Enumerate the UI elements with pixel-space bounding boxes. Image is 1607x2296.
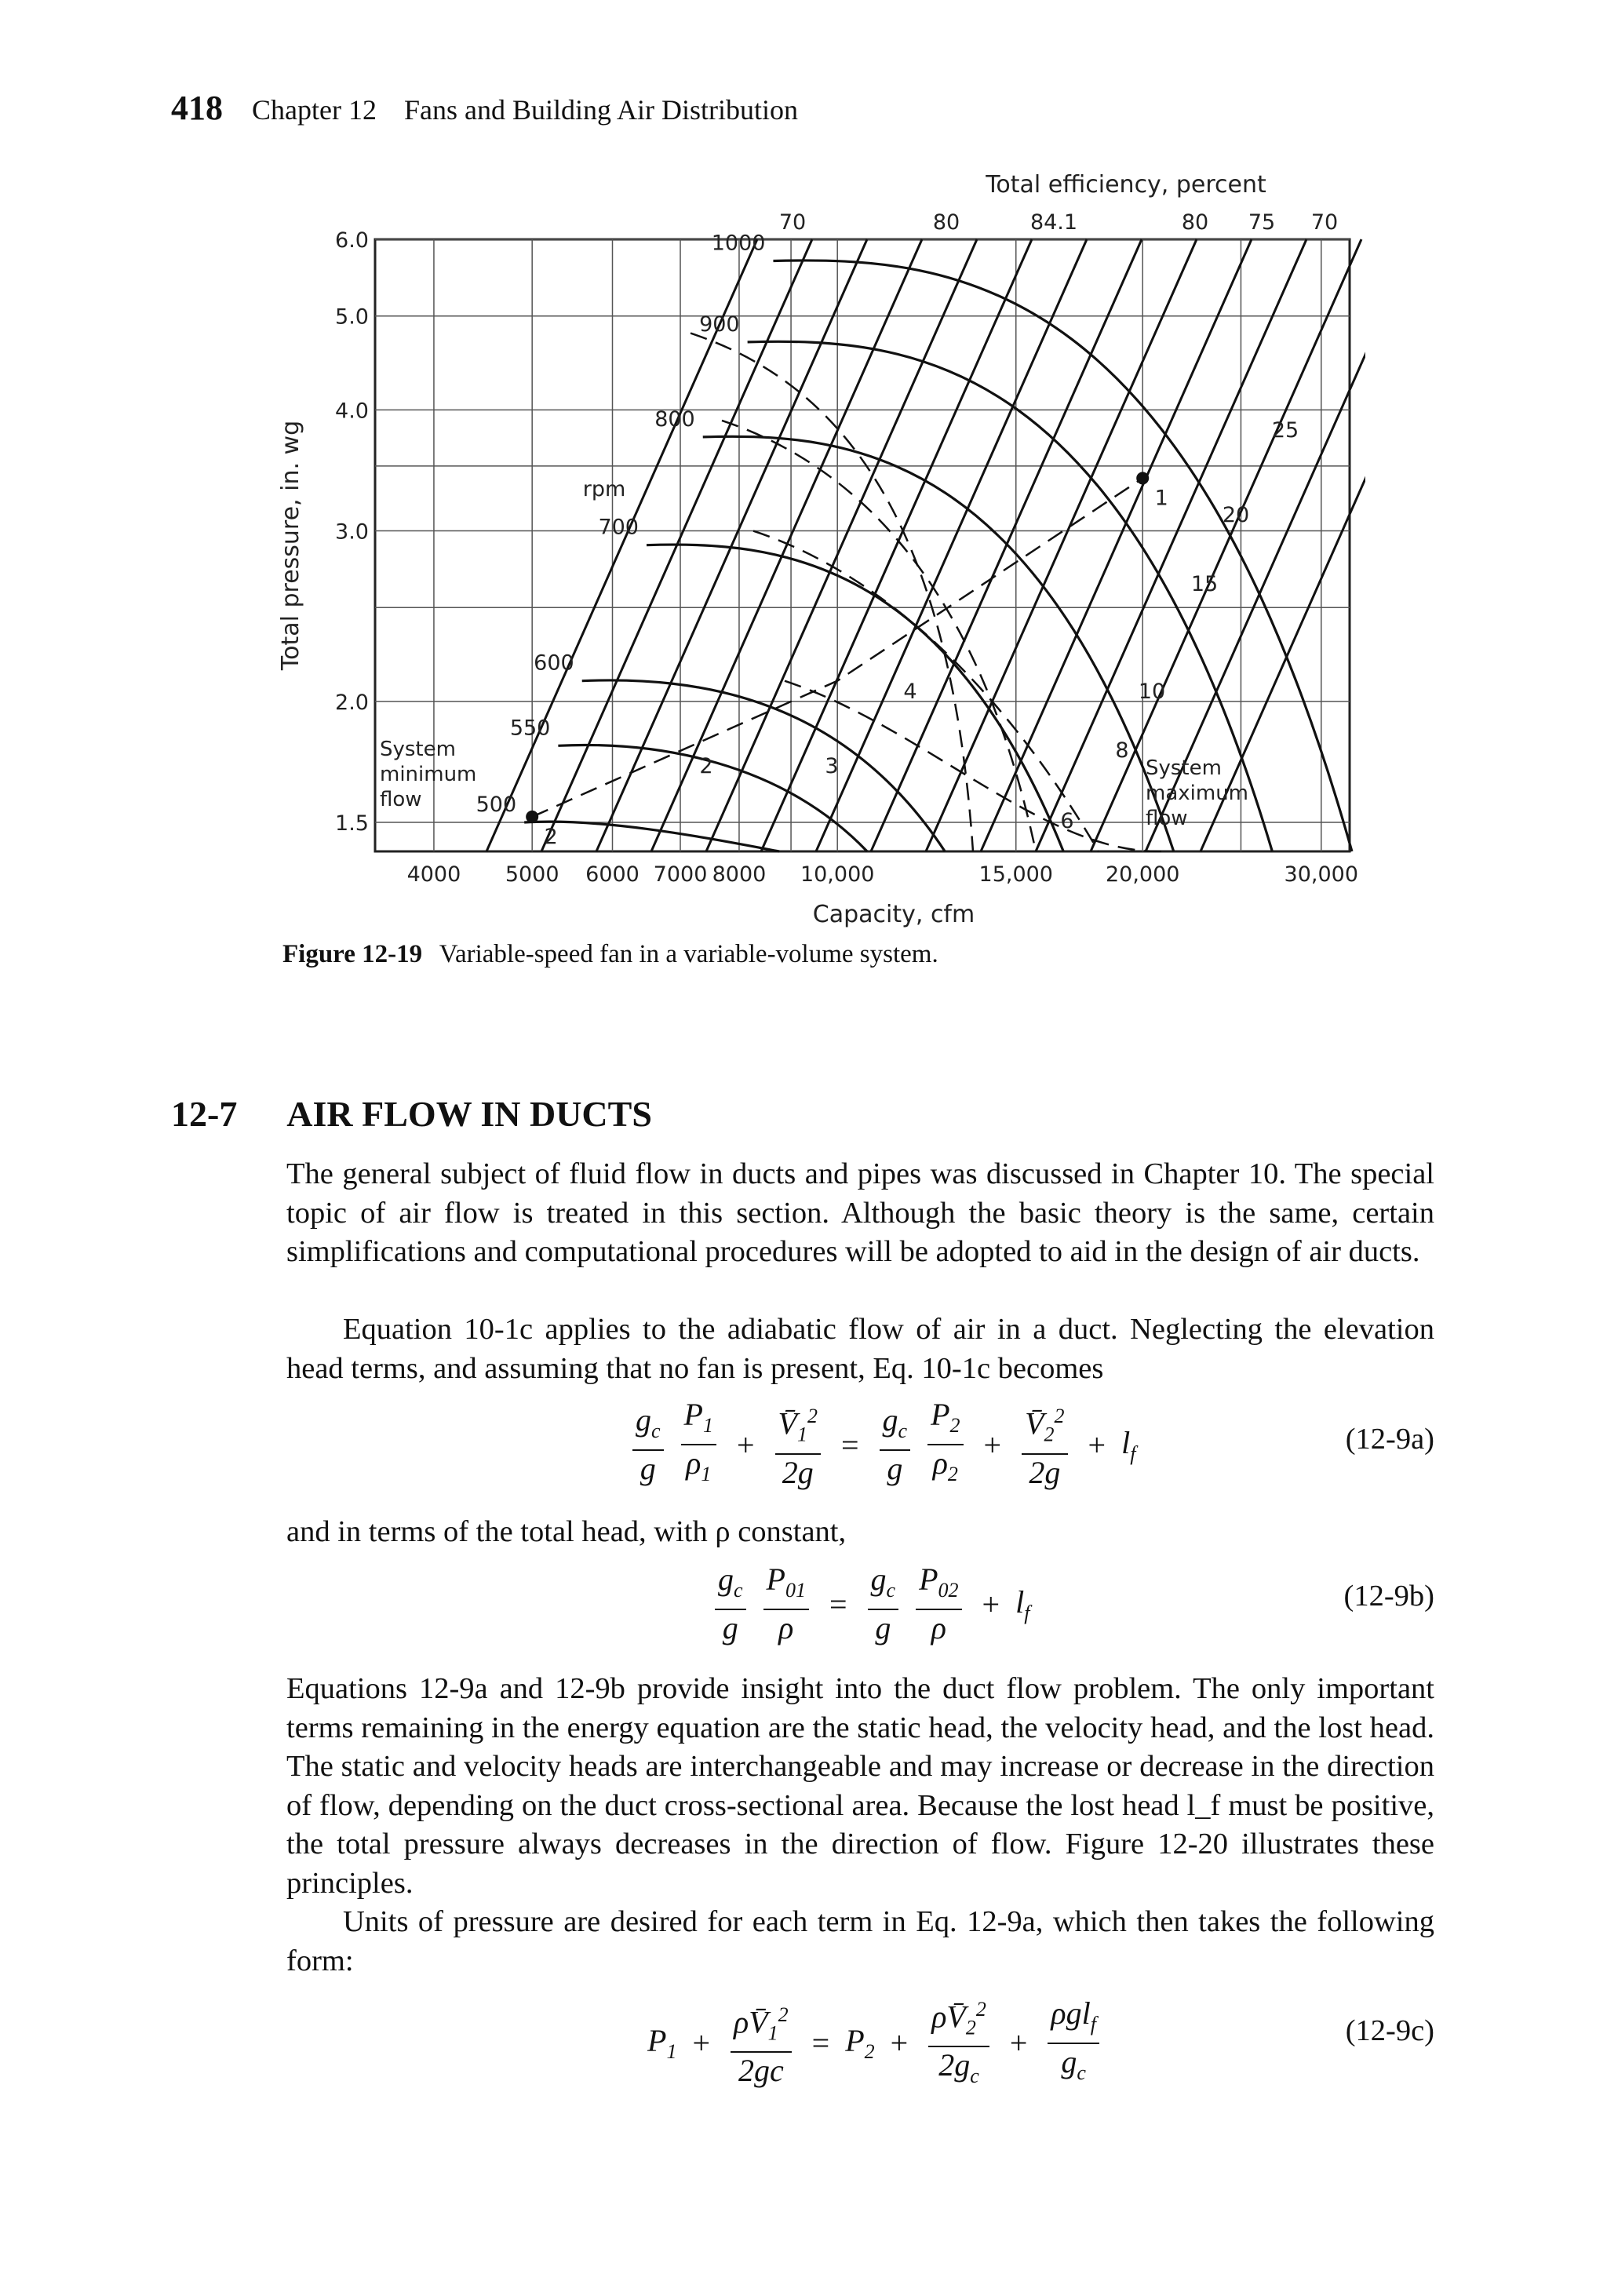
x-axis-label: Capacity, cfm	[812, 901, 975, 928]
section-number: 12-7	[171, 1094, 238, 1134]
efficiency-label: 80	[932, 210, 960, 235]
hp-label: 2	[699, 754, 713, 778]
annotation-min-flow: flow	[380, 788, 422, 811]
figure-label: Figure 12-19	[282, 940, 423, 968]
x-tick-label: 5000	[505, 862, 559, 887]
hp-label: 10	[1138, 680, 1166, 704]
operating-point-label: 1	[1154, 486, 1168, 511]
efficiency-label: 84.1	[1029, 210, 1078, 235]
power-diagonal-line	[816, 239, 1087, 851]
hp-label: 8	[1115, 738, 1129, 763]
hp-label: 4	[903, 680, 917, 704]
equation-number-a: (12-9a)	[1345, 1423, 1434, 1456]
section-heading	[171, 1093, 652, 1135]
y-tick-label: 4.0	[335, 399, 369, 424]
annotation-max-flow: flow	[1146, 807, 1188, 830]
hp-label: 15	[1190, 572, 1219, 596]
power-diagonal-line	[706, 239, 977, 851]
fan-performance-chart	[267, 161, 1365, 934]
operating-point	[526, 811, 538, 823]
operating-point-label: 2	[544, 824, 558, 849]
figure-caption	[282, 940, 938, 969]
top-axis-label: Total efficiency, percent	[986, 171, 1266, 199]
rpm-label: 1000	[711, 231, 766, 256]
section-title: AIR FLOW IN DUCTS	[286, 1094, 652, 1134]
efficiency-label: 80	[1181, 210, 1209, 235]
running-header	[171, 88, 798, 128]
equation-12-9a: $\frac{g_c}{g}$ $\frac{P_1}{\rho_1}$ + $\frac{V̄_1^2}{2g}$ = $\frac{g_c}{g}$ $\frac{P_2}{\rho_2}$ + $\frac{V̄_2^2}{2g}$ + $l_f$	[628, 1397, 1135, 1492]
x-tick-label: 6000	[585, 862, 640, 887]
x-tick-label: 30,000	[1284, 862, 1359, 887]
hp-label: 25	[1271, 418, 1299, 443]
x-tick-label: 8000	[712, 862, 767, 887]
rpm-label: 900	[699, 312, 740, 337]
annotation-min-flow: System	[380, 738, 456, 761]
rpm-curve	[773, 261, 1352, 851]
paragraph-2: Equation 10-1c applies to the adiabatic flow of air in a duct. Neglecting the elevation head terms, and assuming that no fan is present, Eq. 10-1c becomes	[286, 1313, 1434, 1385]
y-tick-label: 1.5	[335, 811, 369, 836]
chapter-title: Fans and Building Air Distribution	[403, 94, 798, 126]
efficiency-label: 75	[1248, 210, 1276, 235]
rpm-label: 600	[534, 651, 574, 676]
chapter-label: Chapter 12	[252, 94, 377, 126]
paragraph-5: Units of pressure are desired for each term in Eq. 12-9a, which then takes the following form:	[286, 1905, 1434, 1977]
y-tick-label: 6.0	[335, 228, 369, 253]
y-tick-label: 5.0	[335, 304, 369, 330]
paragraph-1: The general subject of fluid flow in ducts and pipes was discussed in Chapter 10. The special topic of air flow is treated in this section. Although the basic theory is the same, certain simplifications and computational procedures will be adopted to aid in the design of air ducts.	[286, 1157, 1434, 1268]
page-number: 418	[171, 89, 223, 127]
annotation-max-flow: maximum	[1146, 782, 1249, 805]
hp-label: 20	[1222, 503, 1250, 527]
rpm-label: 500	[476, 793, 517, 818]
rpm-label: 550	[509, 716, 551, 741]
rpm-units-label: rpm	[582, 476, 626, 501]
efficiency-label: 70	[1310, 210, 1339, 235]
equation-12-9c: $P_1$ + $\frac{\rho V̄_1^2}{2gc}$ = $P_2$ + $\frac{\rho V̄_2^2}{2g_c}$ + $\frac{\rho gl_f}{g_c}$	[647, 1992, 1104, 2094]
x-tick-label: 15,000	[978, 862, 1054, 887]
equation-12-9b: $\frac{g_c}{g}$ $\frac{P_{01}}{\rho}$ = $\frac{g_c}{g}$ $\frac{P_{02}}{\rho}$ + $l_f$	[710, 1562, 1029, 1646]
operating-point	[1136, 472, 1149, 484]
equation-number-b: (12-9b)	[1343, 1580, 1434, 1613]
x-tick-label: 7000	[653, 862, 708, 887]
x-tick-label: 20,000	[1105, 862, 1180, 887]
rpm-label: 800	[654, 406, 695, 432]
paragraph-3: and in terms of the total head, with ρ constant,	[286, 1515, 847, 1548]
rpm-label: 700	[598, 515, 639, 540]
hp-label: 6	[1060, 809, 1074, 833]
x-tick-label: 4000	[406, 862, 461, 887]
annotation-max-flow: System	[1146, 756, 1222, 780]
y-axis-label: Total pressure, in. wg	[277, 420, 304, 671]
y-tick-label: 3.0	[335, 519, 369, 545]
rpm-curve	[703, 436, 1174, 851]
x-tick-label: 10,000	[800, 862, 875, 887]
figure-caption-text: Variable-speed fan in a variable-volume system.	[439, 940, 938, 968]
power-diagonal-line	[761, 239, 1032, 851]
annotation-min-flow: minimum	[380, 763, 477, 786]
hp-label: 3	[825, 754, 839, 778]
paragraph-4: Equations 12-9a and 12-9b provide insight into the duct flow problem. The only important terms remaining in the energy equation are the static head, the velocity head, and the lost head. The static and velocity heads are interchangeable and may increase or decrease in the direction of flow, depending on the duct cross-sectional area. Because the lost head l_f must be positive, the total pressure always decreases in the direction of flow. Figure 12-20 illustrates these principles.	[286, 1672, 1434, 1900]
equation-number-c: (12-9c)	[1345, 2014, 1434, 2047]
rpm-curve	[582, 680, 946, 851]
efficiency-label: 70	[778, 210, 807, 235]
y-tick-label: 2.0	[335, 690, 369, 715]
rpm-curve	[524, 822, 779, 851]
